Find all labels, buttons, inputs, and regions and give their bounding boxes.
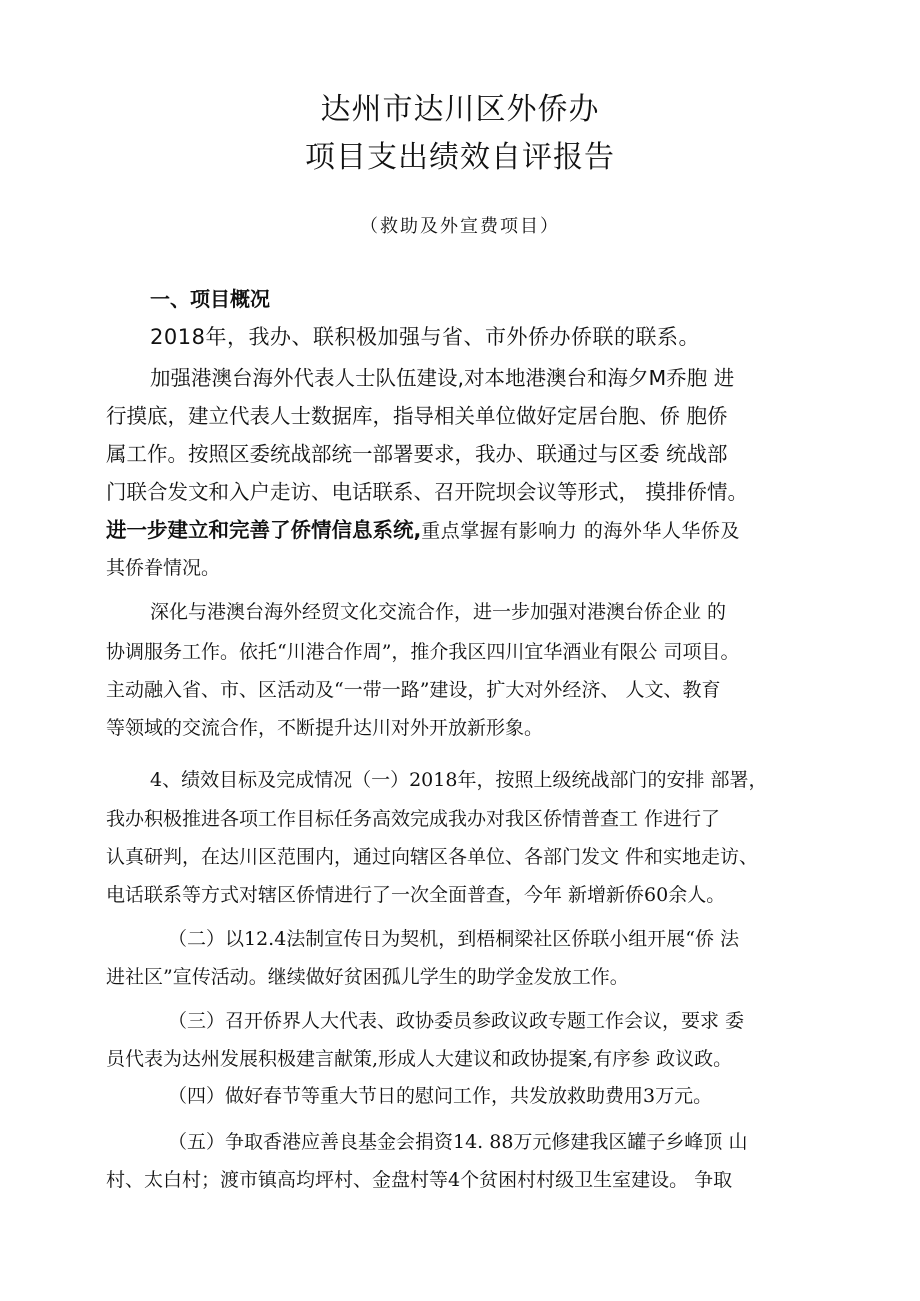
section-heading-overview: 一、项目概况 (150, 287, 270, 311)
paragraph-2018-contacts: 2018年，我办、联积极加强与省、市外侨办侨联的联系。 (150, 325, 700, 349)
paragraph-line: 深化与港澳台海外经贸文化交流合作，进一步加强对港澳台侨企业 的 (150, 601, 727, 623)
paragraph-line: 电话联系等方式对辖区侨情进行了一次全面普查，今年 新增新侨60余人。 (106, 884, 726, 906)
list-item-3: （三）召开侨界人大代表、政协委员参政议政专题工作会议，要求 委 (168, 1010, 745, 1032)
list-item-2-cont: 进社区”宣传活动。继续做好贫困孤儿学生的助学金发放工作。 (106, 966, 629, 988)
paragraph-line: 我办积极推进各项工作目标任务高效完成我办对我区侨情普查工 作进行了 (106, 808, 721, 830)
document-title-line2: 项目支出绩效自评报告 (305, 140, 615, 175)
document-title-line1: 达州市达川区外侨办 (320, 92, 600, 127)
paragraph-line-mixed (106, 516, 740, 545)
list-item-3-cont: 员代表为达州发展积极建言献策,形成人大建议和政协提案,有序参 政议政。 (106, 1048, 733, 1070)
list-item-5-cont: 村、太白村；渡市镇高均坪村、金盘村等4个贫困村村级卫生室建设。 争取 (106, 1169, 733, 1191)
paragraph-line: 协调服务工作。依托“川港合作周”，推介我区四川宜华酒业有限公 司项目。 (106, 641, 740, 663)
paragraph-line: 门联合发文和入户走访、电话联系、召开院坝会议等形式， 摸排侨情。 (106, 480, 749, 504)
paragraph-line: 等领域的交流合作，不断提升达川对外开放新形象。 (106, 717, 544, 739)
paragraph-line: 主动融入省、市、区活动及“一带一路”建设，扩大对外经济、 人文、教育 (106, 679, 721, 701)
list-item-5: （五）争取香港应善良基金会捐资14. 88万元修建我区罐子乡峰顶 山 (168, 1131, 748, 1153)
list-item-2: （二）以12.4法制宣传日为契机，到梧桐梁社区侨联小组开展“侨 法 (168, 928, 740, 950)
paragraph-line: 属工作。按照区委统战部统一部署要求，我办、联通过与区委 统战部 (106, 442, 728, 466)
list-item-4: （四）做好春节等重大节日的慰问工作，共发放救助费用3万元。 (168, 1085, 713, 1107)
bold-phrase: 进一步建立和完善了侨情信息系统, (106, 518, 422, 542)
serif-phrase: 重点掌握有影响力 的海外华人华侨及 (421, 520, 740, 542)
paragraph-line: 认真研判，在达川区范围内，通过向辖区各单位、各部门发文 件和实地走访、 (106, 846, 759, 868)
paragraph-line: 行摸底，建立代表人士数据库，指导相关单位做好定居台胞、侨 胞侨 (106, 404, 728, 428)
document-subtitle: （救助及外宣费项目） (360, 216, 560, 237)
paragraph-line: 其侨眷情况。 (106, 557, 221, 579)
paragraph-line: 加强港澳台海外代表人士队伍建设,对本地港澳台和海夕M乔胞 进 (150, 366, 735, 390)
paragraph-line: 4、绩效目标及完成情况（一）2018年，按照上级统战部门的安排 部署， (150, 769, 768, 791)
